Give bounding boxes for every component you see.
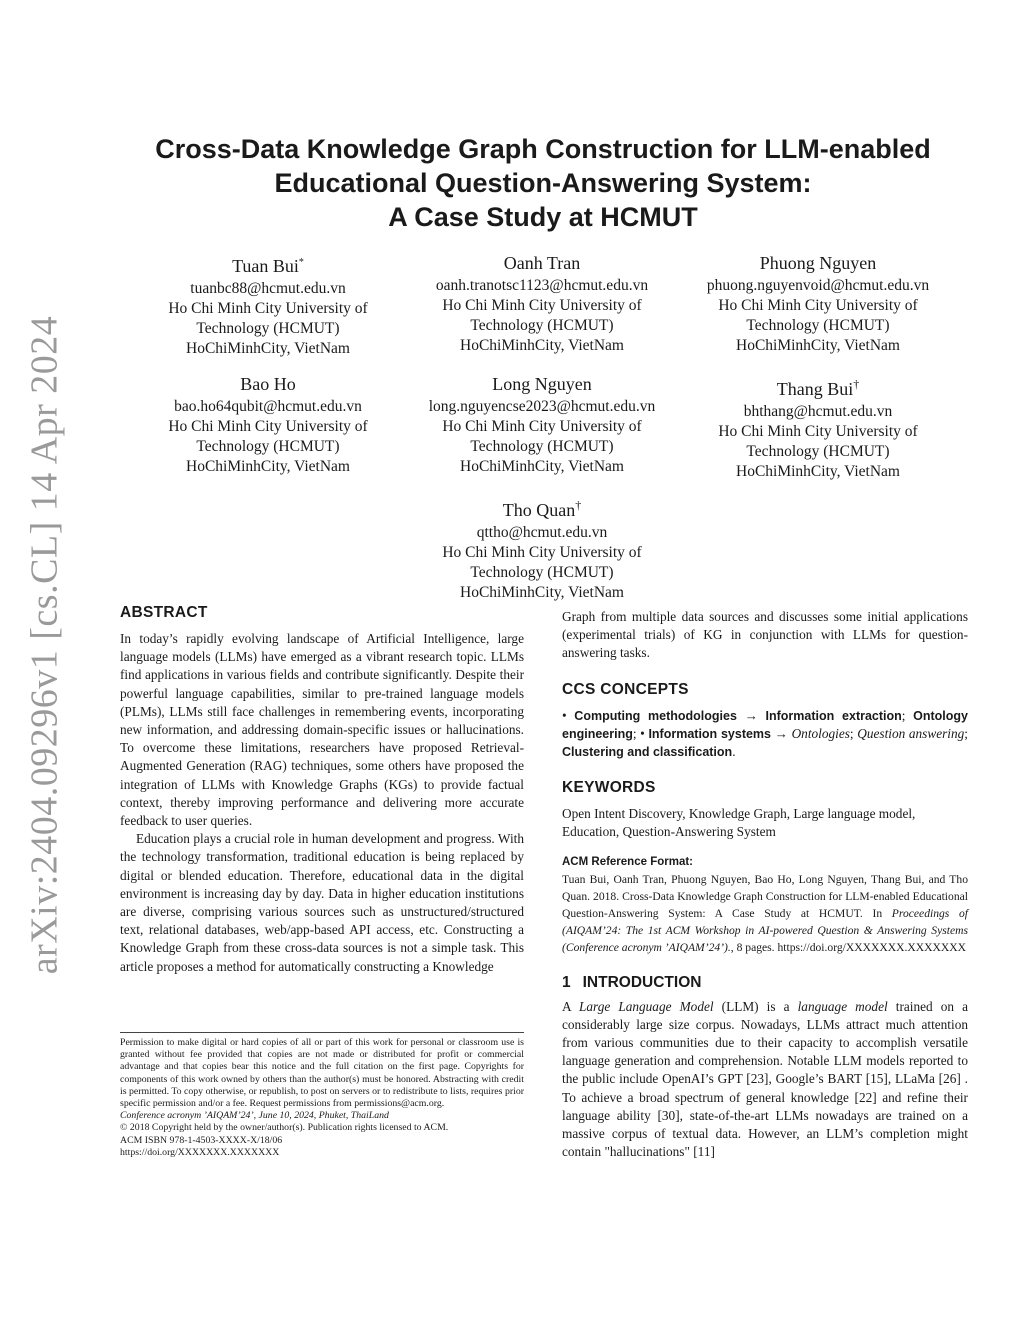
author-location: HoChiMinhCity, VietNam [186, 340, 350, 357]
author-name: Bao Ho [240, 374, 296, 394]
author-affiliation: Ho Chi Minh City University of [718, 423, 918, 440]
author-location: HoChiMinhCity, VietNam [186, 458, 350, 475]
author-location: HoChiMinhCity, VietNam [736, 337, 900, 354]
author-email[interactable]: tuanbc88@hcmut.edu.vn [190, 280, 346, 297]
title-line-1: Cross-Data Knowledge Graph Construction for LLM-enabled [155, 134, 931, 164]
isbn-line: ACM ISBN 978-1-4503-XXXX-X/18/06 [120, 1134, 283, 1146]
abstract-paragraph-2: Education plays a crucial role in human development and progress. With the technology transformation, traditional education is being replaced by digital or blended education. Therefore, educational data in the digital environment is increasing day by day. Data in higher education institutions are diverse, comprising various sources such as unstructured/structured text, relational databases, web/app-based API access, etc. Constructing a Knowledge Graph from these cross-data sources is not a simple task. This article proposes a method for automatically constructing a Knowledge [120, 831, 524, 974]
author-affiliation: Ho Chi Minh City University of [168, 418, 368, 435]
author-email[interactable]: long.nguyencse2023@hcmut.edu.vn [428, 398, 656, 415]
author-email[interactable]: oanh.tranotsc1123@hcmut.edu.vn [435, 277, 649, 294]
copyright-line: © 2018 Copyright held by the owner/author(s). Publication rights licensed to ACM. [120, 1122, 449, 1134]
author-name: Long Nguyen [492, 374, 592, 394]
author-name: Phuong Nguyen [759, 253, 877, 273]
author-email[interactable]: bhthang@hcmut.edu.vn [743, 403, 893, 420]
author-name: Thang Bui† [776, 377, 860, 399]
author-block-phuong-nguyen [683, 250, 953, 356]
author-affiliation: Technology (HCMUT) [196, 320, 340, 337]
permission-footnote [120, 1032, 524, 1159]
author-block-thang-bui [683, 371, 953, 482]
author-name: Tuan Bui* [232, 256, 304, 276]
author-email[interactable]: qttho@hcmut.edu.vn [476, 524, 608, 541]
author-email[interactable]: phuong.nguyenvoid@hcmut.edu.vn [706, 277, 930, 294]
acm-reference-text: Tuan Bui, Oanh Tran, Phuong Nguyen, Bao Ho, Long Nguyen, Thang Bui, and Tho Quan. 2018. Cross-Data Knowledge Graph Construction for LLM-enabled Educational Question-Answering System: A Case Study at HCMUT. In Proceedings of (AIQAM’24: The 1st ACM Workshop in AI-powered Question & Answering Systems (Conference acronym ’AIQAM’24’)., 8 pages. https://doi.org/XXXXXXX.XXXXXXX [562, 872, 968, 954]
author-block-bao-ho [133, 371, 403, 477]
title-line-2: Educational Question-Answering System: [274, 168, 812, 198]
author-location: HoChiMinhCity, VietNam [460, 337, 624, 354]
arxiv-id-text: arXiv:2404.09296v1 [cs.CL] 14 Apr 2024 [23, 315, 66, 975]
doi-link[interactable]: https://doi.org/XXXXXXX.XXXXXXX [120, 1146, 280, 1158]
acm-reference-format [562, 856, 968, 956]
title-line-3: A Case Study at HCMUT [388, 202, 698, 232]
left-column [120, 604, 524, 976]
author-block-tho-quan [407, 492, 677, 603]
keywords-heading: KEYWORDS [562, 779, 656, 797]
acm-reference-heading: ACM Reference Format: [562, 855, 693, 868]
ccs-heading: CCS CONCEPTS [562, 680, 689, 698]
author-block-long-nguyen [407, 371, 677, 477]
author-block-oanh-tran [407, 250, 677, 356]
keywords-text: Open Intent Discovery, Knowledge Graph, Large language model, Education, Question-Answering System [562, 806, 916, 840]
author-affiliation: Ho Chi Minh City University of [168, 300, 368, 317]
author-affiliation: Ho Chi Minh City University of [442, 418, 642, 435]
author-affiliation: Ho Chi Minh City University of [718, 297, 918, 314]
author-email[interactable]: bao.ho64qubit@hcmut.edu.vn [174, 398, 362, 415]
author-location: HoChiMinhCity, VietNam [736, 463, 900, 480]
permission-notice: Permission to make digital or hard copies of all or part of this work for personal or classroom use is granted without fee provided that copies are not made or distributed for profit or commercial advantage and that copies bear this notice and the full citation on the first page. Copyrights for components of this work owned by others than the author(s) must be honored. Abstracting with credit is permitted. To copy otherwise, or republish, to post on servers or to redistribute to lists, requires prior specific permission and/or a fee. Request permissions from permissions@acm.org. [120, 1037, 524, 1110]
introduction-paragraph: A Large Language Model (LLM) is a language model trained on a considerably large size corpus. Nowadays, LLMs attract much attention from various communities due to their capacity to accomplish versatile language generation and comprehension. Notable LLM models reported to the public include OpenAI’s GPT [23], Google’s BART [15], LLaMa [26] . To achieve a broad spectrum of general knowledge [22] and refine their language ability [30], state-of-the-art LLMs nowadays are trained on a massive corpus of textual data. However, an LLM’s completion might contain "hallucinations" [11] [562, 998, 969, 1160]
acm-reference-venue: Proceedings of (AIQAM’24: The 1st ACM Workshop in AI-powered Question & Answering Systems (Conference acronym ’AIQAM’24’). [562, 906, 968, 954]
author-affiliation: Technology (HCMUT) [470, 317, 614, 334]
ccs-concepts: • Computing methodologies → Information extraction; Ontology engineering; • Information systems → Ontologies; Question answering; Clustering and classification. [562, 707, 968, 760]
acm-reference-doi[interactable]: , 8 pages. https://doi.org/XXXXXXX.XXXXXXX [730, 940, 966, 954]
introduction-heading: 1 INTRODUCTION [562, 973, 702, 991]
paper-title [120, 132, 966, 234]
author-location: HoChiMinhCity, VietNam [460, 458, 624, 475]
author-affiliation: Technology (HCMUT) [196, 438, 340, 455]
abstract-paragraph-1: In today’s rapidly evolving landscape of Artificial Intelligence, large language models (LLMs) have emerged as a vibrant research topic. LLMs find applications in various fields and contribute significantly. Despite their powerful language capabilities, similar to pre-trained language models (PLMs), LLMs still face challenges in remembering events, incorporating new information, and addressing domain-specific issues or hallucinations. To overcome these limitations, researchers have proposed Retrieval-Augmented Generation (RAG) techniques, some others have proposed the integration of LLMs with Knowledge Graphs (KGs) to provide factual context, thereby improving performance and delivering more accurate feedback to user queries. [120, 631, 524, 829]
author-affiliation: Ho Chi Minh City University of [442, 297, 642, 314]
author-block-tuan-bui [133, 250, 403, 359]
arxiv-sidebar-identifier [14, 315, 74, 975]
abstract-heading: ABSTRACT [120, 604, 208, 621]
author-affiliation: Technology (HCMUT) [470, 438, 614, 455]
author-affiliation: Technology (HCMUT) [746, 317, 890, 334]
author-affiliation: Technology (HCMUT) [746, 443, 890, 460]
author-name: Oanh Tran [503, 253, 581, 273]
author-location: HoChiMinhCity, VietNam [460, 584, 624, 601]
author-affiliation: Ho Chi Minh City University of [442, 544, 642, 561]
author-affiliation: Technology (HCMUT) [470, 564, 614, 581]
right-column [562, 608, 968, 1161]
author-name: Tho Quan† [502, 498, 582, 520]
abstract-paragraph-3: Graph from multiple data sources and discusses some initial applications (experimental trials) of KG in conjunction with LLMs for question-answering tasks. [562, 609, 968, 661]
conference-line: Conference acronym ’AIQAM’24’, June 10, 2024, Phuket, ThaiLand [120, 1110, 389, 1122]
